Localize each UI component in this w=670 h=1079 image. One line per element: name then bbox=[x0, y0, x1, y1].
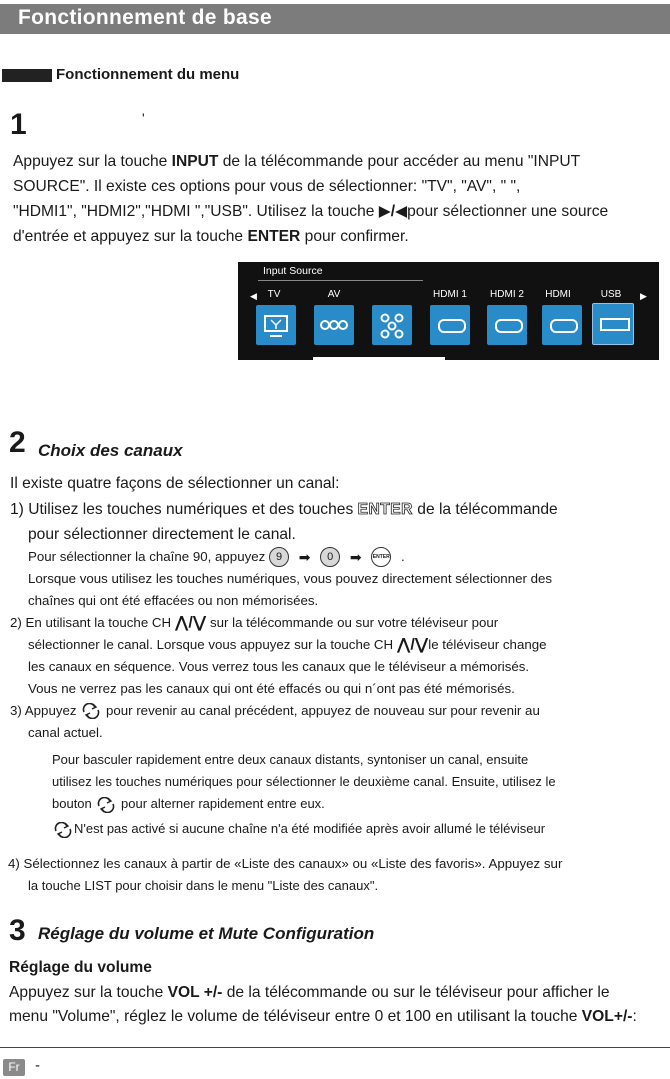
source-label-hdmi3: HDMI bbox=[545, 289, 571, 300]
section-2-item-1-example: Pour sélectionner la chaîne 90, appuyez 9 ➡ 0 ➡ ENTER . bbox=[28, 546, 405, 568]
section-2-intro: Il existe quatre façons de sélectionner un canal: bbox=[10, 475, 340, 492]
section-3-line-1: Appuyez sur la touche VOL +/- de la télécommande ou sur le téléviseur pour afficher le bbox=[9, 984, 610, 1001]
section-2-item-3-note-3: bouton pour alterner rapidement entre eux. bbox=[52, 796, 325, 811]
section-2-item-1: 1) Utilisez les touches numériques et des touches ENTER de la télécommande bbox=[10, 501, 558, 518]
section-2-item-3-line-2: canal actuel. bbox=[28, 725, 103, 740]
swap-channel-icon bbox=[80, 703, 102, 719]
section-2-item-2-line-2: sélectionner le canal. Lorsque vous appuyez sur la touche CH ⋀/⋁le téléviseur change bbox=[28, 636, 547, 654]
section-2-item-4-line-2: la touche LIST pour choisir dans le menu "Liste des canaux". bbox=[28, 878, 379, 893]
section-1-line-1: Appuyez sur la touche INPUT de la télécommande pour accéder au menu "INPUT bbox=[13, 153, 581, 170]
section-3-title: Réglage du volume et Mute Configuration bbox=[38, 924, 375, 943]
section-2-item-1-note-1: Lorsque vous utilisez les touches numériques, vous pouvez directement sélectionner des bbox=[28, 571, 553, 586]
source-label-hdmi2: HDMI 2 bbox=[490, 289, 524, 300]
button-0-icon: 0 bbox=[320, 547, 340, 567]
section-1-number: 1 bbox=[10, 108, 27, 141]
page-title: Fonctionnement de base bbox=[18, 6, 272, 29]
section-2-item-2-line-3: les canaux en séquence. Vous verrez tous les canaux que le téléviseur a mémorisés. bbox=[28, 659, 530, 674]
hdmi-icon[interactable] bbox=[487, 305, 527, 345]
source-label-hdmi1: HDMI 1 bbox=[433, 289, 467, 300]
section-2-item-1-note-2: chaînes qui ont été effacées ou non mémorisées. bbox=[28, 593, 319, 608]
input-source-title: Input Source bbox=[263, 265, 323, 277]
page-number: - bbox=[35, 1057, 40, 1074]
button-9-icon: 9 bbox=[269, 547, 289, 567]
hdmi-icon[interactable] bbox=[430, 305, 470, 345]
section-2-number: 2 bbox=[9, 426, 26, 459]
section-3-number: 3 bbox=[9, 914, 26, 947]
section-2-item-3-note-4: N'est pas activé si aucune chaîne n'a été modifiée après avoir allumé le téléviseur bbox=[52, 818, 545, 840]
section-2-item-2: 2) En utilisant la touche CH ⋀/⋁ sur la télécommande ou sur votre téléviseur pour bbox=[10, 614, 499, 632]
source-label-usb: USB bbox=[600, 289, 622, 300]
component-icon[interactable] bbox=[372, 305, 412, 345]
section-2-item-2-line-4: Vous ne verrez pas les canaux qui ont été effacés ou qui n´ont pas été mémorisés. bbox=[28, 681, 515, 696]
panel-divider bbox=[258, 280, 423, 281]
ch-up-down-icon: ⋀/⋁ bbox=[396, 636, 429, 654]
subheader-marker bbox=[2, 69, 52, 82]
section-2-item-3: 3) Appuyez pour revenir au canal précédent, appuyez de nouveau sur pour revenir au bbox=[10, 703, 540, 718]
tv-icon[interactable] bbox=[256, 305, 296, 345]
arrow-right-icon: ➡ bbox=[349, 549, 362, 566]
source-label-tv: TV bbox=[267, 289, 281, 300]
section-1-line-4: d'entrée et appuyez sur la touche ENTER pour confirmer. bbox=[13, 228, 409, 245]
av-icon[interactable] bbox=[314, 305, 354, 345]
section-3-subtitle: Réglage du volume bbox=[9, 959, 152, 976]
section-2-item-1-cont: pour sélectionner directement le canal. bbox=[28, 526, 296, 543]
section-2-title: Choix des canaux bbox=[38, 441, 183, 460]
hdmi-icon[interactable] bbox=[542, 305, 582, 345]
panel-gap bbox=[313, 357, 445, 360]
swap-channel-icon bbox=[95, 797, 117, 813]
section-2-item-4: 4) Sélectionnez les canaux à partir de «Liste des canaux» ou «Liste des favoris». Appuyez sur bbox=[8, 856, 563, 871]
footer-divider bbox=[0, 1047, 670, 1048]
left-arrow-icon[interactable]: ◀ bbox=[250, 291, 257, 301]
swap-channel-icon bbox=[52, 822, 74, 838]
section-2-item-3-note-2: utilisez les touches numériques pour sélectionner le deuxième canal. Ensuite, utilisez le bbox=[52, 774, 556, 789]
arrow-right-icon: ➡ bbox=[298, 549, 311, 566]
usb-icon[interactable] bbox=[592, 303, 634, 345]
source-label-av: AV bbox=[327, 289, 341, 300]
section-3-line-2: menu "Volume", réglez le volume de téléviseur entre 0 et 100 en utilisant la touche VOL+/-: bbox=[9, 1008, 637, 1025]
language-badge: Fr bbox=[3, 1059, 25, 1076]
section-1-line-2: SOURCE". Il existe ces options pour vous de sélectionner: "TV", "AV", " ", bbox=[13, 178, 521, 195]
enter-button-icon: ENTER bbox=[371, 547, 391, 567]
section-1-mark: ' bbox=[142, 110, 145, 126]
section-2-item-3-note-1: Pour basculer rapidement entre deux canaux distants, syntoniser un canal, ensuite bbox=[52, 752, 529, 767]
ch-up-down-icon: ⋀/⋁ bbox=[174, 614, 207, 632]
subheader-title: Fonctionnement du menu bbox=[56, 66, 240, 83]
right-arrow-icon[interactable]: ▶ bbox=[640, 291, 647, 301]
section-1-line-3: "HDMI1", "HDMI2","HDMI ","USB". Utilisez la touche ▶/◀pour sélectionner une source bbox=[13, 203, 609, 220]
